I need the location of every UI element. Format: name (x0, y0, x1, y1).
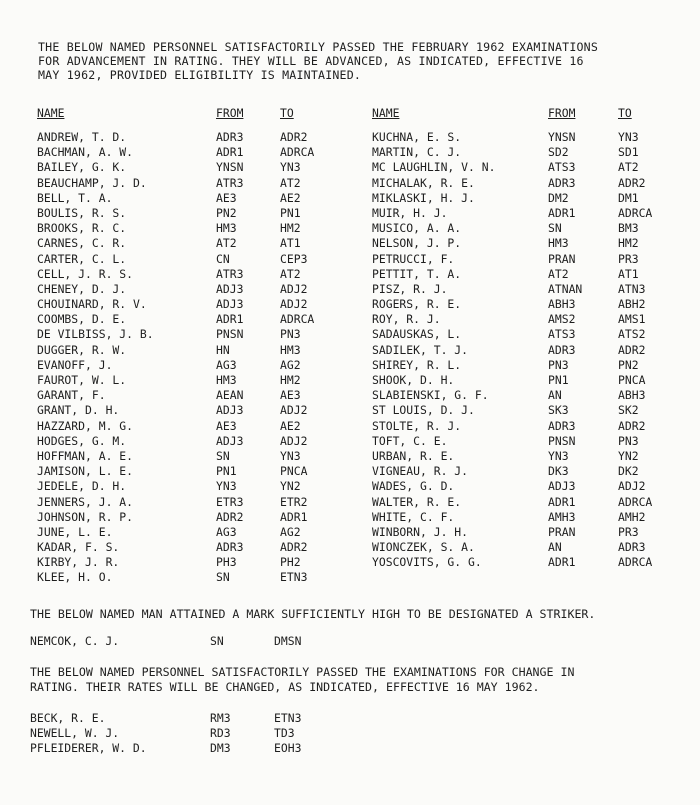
to-rate: YN3 (618, 130, 639, 144)
to-rate: PH2 (280, 555, 301, 570)
from-rate: AMH3 (548, 509, 576, 524)
from-rate: ADJ3 (216, 433, 244, 448)
personnel-name: WIONCZEK, S. A. (372, 540, 475, 555)
personnel-name: PETRUCCI, F. (372, 251, 455, 266)
to-rate: PNCA (280, 464, 308, 479)
to-rate: PN2 (618, 357, 639, 372)
from-rate: PN1 (548, 373, 569, 387)
from-rate: AN (548, 540, 562, 555)
personnel-name: MARTIN, C. J. (372, 145, 462, 160)
from-rate: YN3 (216, 479, 237, 494)
personnel-name: WINBORN, J. H. (372, 524, 469, 539)
to-rate: ATS2 (618, 327, 646, 342)
to-rate: ADR1 (280, 509, 308, 524)
from-rate: AT2 (216, 236, 237, 251)
from-rate: SD2 (548, 145, 569, 160)
personnel-name: HAZZARD, M. G. (37, 418, 134, 433)
to-rate: SD1 (618, 145, 639, 160)
from-rate: YNSN (216, 160, 244, 175)
to-rate: TD3 (274, 726, 295, 741)
personnel-name: PISZ, R. J. (372, 281, 448, 296)
from-rate: ADR3 (548, 175, 576, 190)
to-rate: AE2 (280, 418, 301, 433)
to-rate: YN2 (280, 479, 301, 494)
from-rate: ADR3 (216, 130, 244, 144)
from-rate: HM3 (548, 236, 569, 251)
from-rate: ADR1 (548, 494, 576, 509)
from-rate: PRAN (548, 251, 576, 266)
to-rate: PN1 (280, 205, 301, 220)
left-to-header: TO (280, 106, 294, 120)
personnel-name: BACHMAN, A. W. (37, 145, 134, 160)
to-rate: YN3 (280, 160, 301, 175)
to-rate: ADJ2 (618, 479, 646, 494)
to-rate: CEP3 (280, 251, 308, 266)
from-rate: ADR3 (548, 342, 576, 357)
personnel-name: TOFT, C. E. (372, 433, 448, 448)
from-rate: YN3 (548, 448, 569, 463)
personnel-name: JUNE, L. E. (37, 524, 113, 539)
personnel-name: NELSON, J. P. (372, 236, 462, 251)
to-rate: ADR3 (618, 540, 646, 555)
to-rate: PN3 (280, 327, 301, 342)
personnel-name: PFLEIDERER, W. D. (30, 741, 147, 756)
personnel-name: SADAUSKAS, L. (372, 327, 462, 342)
to-rate: ADRCA (280, 145, 315, 160)
from-rate: AG3 (216, 357, 237, 372)
personnel-name: SADILEK, T. J. (372, 342, 469, 357)
left-from-header: FROM (216, 106, 244, 120)
personnel-name: BROOKS, R. C. (37, 221, 127, 236)
from-rate: ATS3 (548, 160, 576, 175)
to-rate: DK2 (618, 464, 639, 479)
personnel-name: GRANT, D. H. (37, 403, 120, 418)
to-rate: ADR2 (280, 540, 308, 555)
to-rate: ADRCA (618, 555, 653, 570)
to-rate: AMS1 (618, 312, 646, 327)
personnel-name: BOULIS, R. S. (37, 205, 127, 220)
from-rate: ETR3 (216, 494, 244, 509)
to-rate: ADJ2 (280, 433, 308, 448)
from-rate: AE3 (216, 190, 237, 205)
from-rate: CN (216, 251, 230, 266)
personnel-name: CARNES, C. R. (37, 236, 127, 251)
striker-paragraph: THE BELOW NAMED MAN ATTAINED A MARK SUFFICIENTLY HIGH TO BE DESIGNATED A STRIKER. (30, 607, 596, 621)
personnel-name: JENNERS, J. A. (37, 494, 134, 509)
right-to-header: TO (618, 106, 632, 120)
from-rate: PN3 (548, 357, 569, 372)
to-rate: HM3 (280, 342, 301, 357)
from-rate: ADR1 (216, 312, 244, 327)
to-rate: AE2 (280, 190, 301, 205)
personnel-name: MUIR, H. J. (372, 205, 448, 220)
personnel-name: ANDREW, T. D. (37, 130, 127, 144)
intro-paragraph: THE BELOW NAMED PERSONNEL SATISFACTORILY PASSED THE FEBRUARY 1962 EXAMINATIONS FOR ADVANCEMENT IN RATING. THEY WILL BE ADVANCED, AS INDICATED, EFFECTIVE 16 MAY 1962, PROVIDED ELIGIBILITY IS MAINTAINED. (38, 40, 599, 82)
personnel-name: GARANT, F. (37, 388, 106, 403)
to-rate: EOH3 (274, 741, 302, 756)
personnel-name: KADAR, F. S. (37, 540, 120, 555)
personnel-name: CHOUINARD, R. V. (37, 297, 147, 312)
to-rate: ADRCA (280, 312, 315, 327)
personnel-name: SHIREY, R. L. (372, 357, 462, 372)
personnel-name: YOSCOVITS, G. G. (372, 555, 482, 570)
from-rate: ABH3 (548, 297, 576, 312)
from-rate: AT2 (548, 266, 569, 281)
personnel-name: HOFFMAN, A. E. (37, 448, 134, 463)
personnel-name: WALTER, R. E. (372, 494, 462, 509)
from-rate: PN1 (216, 464, 237, 479)
personnel-name: ST LOUIS, D. J. (372, 403, 475, 418)
personnel-name: KIRBY, J. R. (37, 555, 120, 570)
from-rate: SN (216, 570, 230, 585)
to-rate: ADJ2 (280, 403, 308, 418)
from-rate: PH3 (216, 555, 237, 570)
left-name-header: NAME (37, 106, 65, 120)
to-rate: ETR2 (280, 494, 308, 509)
from-rate: ATS3 (548, 327, 576, 342)
personnel-name: MC LAUGHLIN, V. N. (372, 160, 496, 175)
to-rate: DMSN (274, 634, 302, 648)
from-rate: RD3 (210, 726, 231, 741)
personnel-name: EVANOFF, J. (37, 357, 113, 372)
to-rate: AT2 (618, 160, 639, 175)
personnel-name: BAILEY, G. K. (37, 160, 127, 175)
personnel-name: WHITE, C. F. (372, 509, 455, 524)
to-rate: AMH2 (618, 509, 646, 524)
to-rate: HM2 (280, 221, 301, 236)
personnel-name: HODGES, G. M. (37, 433, 127, 448)
from-rate: SK3 (548, 403, 569, 418)
from-rate: AN (548, 388, 562, 403)
personnel-name: ROGERS, R. E. (372, 297, 462, 312)
personnel-name: CELL, J. R. S. (37, 266, 134, 281)
from-rate: ADR1 (548, 205, 576, 220)
from-rate: ADR2 (216, 509, 244, 524)
from-rate: ADJ3 (216, 281, 244, 296)
from-rate: SN (216, 448, 230, 463)
from-rate: ATR3 (216, 175, 244, 190)
from-rate: PNSN (216, 327, 244, 342)
change-paragraph: THE BELOW NAMED PERSONNEL SATISFACTORILY PASSED THE EXAMINATIONS FOR CHANGE IN RATING. THEIR RATES WILL BE CHANGED, AS INDICATED, EFFECTIVE 16 MAY 1962. (30, 665, 575, 694)
personnel-name: SLABIENSKI, G. F. (372, 388, 489, 403)
to-rate: YN3 (280, 448, 301, 463)
personnel-name: KLEE, H. O. (37, 570, 113, 585)
to-rate: ADJ2 (280, 281, 308, 296)
personnel-name: ROY, R. J. (372, 312, 441, 327)
to-rate: ADR2 (280, 130, 308, 144)
to-rate: AG2 (280, 357, 301, 372)
to-rate: ADRCA (618, 205, 653, 220)
from-rate: ADR3 (548, 418, 576, 433)
personnel-name: JEDELE, D. H. (37, 479, 127, 494)
from-rate: ADR3 (216, 540, 244, 555)
to-rate: ADR2 (618, 342, 646, 357)
personnel-name: KUCHNA, E. S. (372, 130, 462, 144)
from-rate: ADR1 (216, 145, 244, 160)
to-rate: PR3 (618, 524, 639, 539)
to-rate: AT1 (618, 266, 639, 281)
from-rate: RM3 (210, 711, 231, 725)
personnel-name: BEAUCHAMP, J. D. (37, 175, 147, 190)
personnel-name: WADES, G. D. (372, 479, 455, 494)
from-rate: PNSN (548, 433, 576, 448)
from-rate: AG3 (216, 524, 237, 539)
from-rate: PRAN (548, 524, 576, 539)
personnel-name: DE VILBISS, J. B. (37, 327, 154, 342)
personnel-name: JAMISON, L. E. (37, 464, 134, 479)
from-rate: HN (216, 342, 230, 357)
to-rate: HM2 (280, 373, 301, 387)
personnel-name: BELL, T. A. (37, 190, 113, 205)
to-rate: AT2 (280, 266, 301, 281)
from-rate: HM3 (216, 221, 237, 236)
personnel-name: URBAN, R. E. (372, 448, 455, 463)
to-rate: ETN3 (274, 711, 302, 725)
from-rate: AMS2 (548, 312, 576, 327)
from-rate: ADJ3 (548, 479, 576, 494)
to-rate: BM3 (618, 221, 639, 236)
from-rate: ADR1 (548, 555, 576, 570)
personnel-name: NEMCOK, C. J. (30, 634, 120, 648)
personnel-name: MUSICO, A. A. (372, 221, 462, 236)
personnel-name: VIGNEAU, R. J. (372, 464, 469, 479)
right-name-header: NAME (372, 106, 400, 120)
to-rate: DM1 (618, 190, 639, 205)
personnel-name: JOHNSON, R. P. (37, 509, 134, 524)
to-rate: AT2 (280, 175, 301, 190)
from-rate: ADJ3 (216, 297, 244, 312)
personnel-name: MICHALAK, R. E. (372, 175, 475, 190)
from-rate: SN (548, 221, 562, 236)
from-rate: SN (210, 634, 224, 648)
to-rate: ATN3 (618, 281, 646, 296)
to-rate: YN2 (618, 448, 639, 463)
personnel-name: BECK, R. E. (30, 711, 106, 725)
to-rate: AE3 (280, 388, 301, 403)
personnel-name: STOLTE, R. J. (372, 418, 462, 433)
from-rate: ADJ3 (216, 403, 244, 418)
personnel-name: COOMBS, D. E. (37, 312, 127, 327)
right-from-header: FROM (548, 106, 576, 120)
to-rate: PNCA (618, 373, 646, 387)
from-rate: ATR3 (216, 266, 244, 281)
to-rate: PN3 (618, 433, 639, 448)
personnel-name: NEWELL, W. J. (30, 726, 120, 741)
personnel-name: FAUROT, W. L. (37, 373, 127, 387)
from-rate: AEAN (216, 388, 244, 403)
to-rate: HM2 (618, 236, 639, 251)
to-rate: ABH2 (618, 297, 646, 312)
from-rate: AE3 (216, 418, 237, 433)
personnel-name: PETTIT, T. A. (372, 266, 462, 281)
personnel-name: CARTER, C. L. (37, 251, 127, 266)
to-rate: AG2 (280, 524, 301, 539)
personnel-name: DUGGER, R. W. (37, 342, 127, 357)
to-rate: ABH3 (618, 388, 646, 403)
from-rate: DK3 (548, 464, 569, 479)
to-rate: ADR2 (618, 418, 646, 433)
to-rate: ADJ2 (280, 297, 308, 312)
to-rate: AT1 (280, 236, 301, 251)
personnel-name: SHOOK, D. H. (372, 373, 455, 387)
to-rate: ADR2 (618, 175, 646, 190)
to-rate: SK2 (618, 403, 639, 418)
from-rate: DM3 (210, 741, 231, 756)
personnel-name: MIKLASKI, H. J. (372, 190, 475, 205)
to-rate: ADRCA (618, 494, 653, 509)
personnel-name: CHENEY, D. J. (37, 281, 127, 296)
to-rate: ETN3 (280, 570, 308, 585)
from-rate: ATNAN (548, 281, 583, 296)
to-rate: PR3 (618, 251, 639, 266)
from-rate: DM2 (548, 190, 569, 205)
from-rate: PN2 (216, 205, 237, 220)
from-rate: YNSN (548, 130, 576, 144)
from-rate: HM3 (216, 373, 237, 387)
